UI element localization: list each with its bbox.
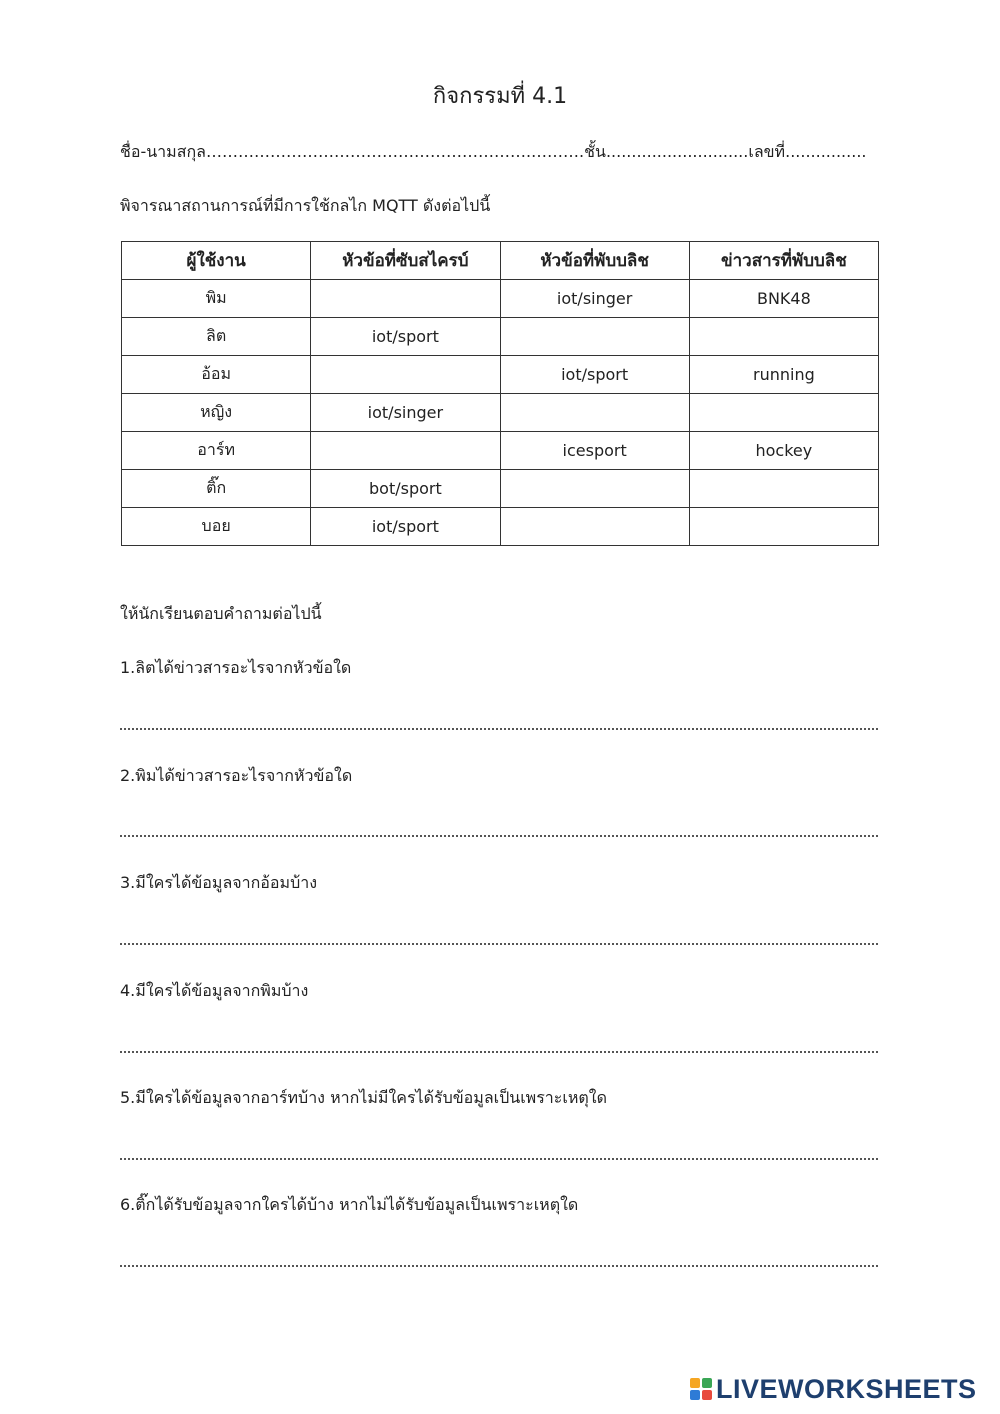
header-publish-topic: หัวข้อที่พับบลิช (500, 242, 689, 280)
cell-publish-message: hockey (689, 432, 878, 470)
cell-subscribe: iot/sport (311, 508, 500, 546)
question-6: 6.ติ๊กได้รับข้อมูลจากใครได้บ้าง หากไม่ได้รับข้อมูลเป็นเพราะเหตุใด (120, 1195, 579, 1214)
table-row (122, 356, 879, 394)
cell-user: ลิต (122, 318, 311, 356)
cell-user: ติ๊ก (122, 470, 311, 508)
header-user: ผู้ใช้งาน (122, 242, 311, 280)
cell-publish-topic: iot/sport (500, 356, 689, 394)
name-label: ชื่อ-นามสกุล (120, 142, 206, 161)
cell-subscribe: bot/sport (311, 470, 500, 508)
answer-line-6[interactable] (120, 1255, 878, 1267)
question-2: 2.พิมได้ข่าวสารอะไรจากหัวข้อใด (120, 766, 353, 785)
cell-user: อ้อม (122, 356, 311, 394)
liveworksheets-logo-icon (690, 1378, 712, 1400)
answer-line-1[interactable] (120, 718, 878, 730)
logo-square (690, 1390, 700, 1400)
logo-square (702, 1390, 712, 1400)
cell-publish-message (689, 318, 878, 356)
page-title: กิจกรรมที่ 4.1 (432, 84, 568, 109)
table-row (122, 318, 879, 356)
cell-user: หญิง (122, 394, 311, 432)
answer-line-5[interactable] (120, 1148, 878, 1160)
cell-publish-topic: icesport (500, 432, 689, 470)
cell-publish-message: running (689, 356, 878, 394)
cell-user: อาร์ท (122, 432, 311, 470)
table-row (122, 280, 879, 318)
cell-publish-topic (500, 318, 689, 356)
name-blank[interactable]: …………………………………………………….………. (205, 142, 585, 161)
cell-user: พิม (122, 280, 311, 318)
table-row (122, 394, 879, 432)
cell-user: บอย (122, 508, 311, 546)
question-1: 1.ลิตได้ข่าวสารอะไรจากหัวข้อใด (120, 658, 352, 677)
number-label: เลขที่ (748, 142, 786, 161)
student-info-line (120, 140, 880, 165)
cell-publish-topic (500, 470, 689, 508)
instruction-text: ให้นักเรียนตอบคำถามต่อไปนี้ (120, 604, 322, 623)
question-3: 3.มีใครได้ข้อมูลจากอ้อมบ้าง (120, 873, 318, 892)
answer-line-4[interactable] (120, 1041, 878, 1053)
intro-text: พิจารณาสถานการณ์ที่มีการใช้กลไก MQTT ดังต่อไปนี้ (120, 196, 491, 215)
logo-square (702, 1378, 712, 1388)
cell-subscribe (311, 280, 500, 318)
class-label: ชั้น (584, 142, 606, 161)
table-header-row (122, 242, 879, 280)
table-row (122, 470, 879, 508)
cell-publish-message (689, 508, 878, 546)
header-subscribe-topic: หัวข้อที่ซับสไครบ์ (311, 242, 500, 280)
cell-publish-topic (500, 394, 689, 432)
cell-subscribe: iot/singer (311, 394, 500, 432)
cell-publish-topic: iot/singer (500, 280, 689, 318)
answer-line-3[interactable] (120, 933, 878, 945)
cell-publish-message (689, 470, 878, 508)
logo-square (690, 1378, 700, 1388)
question-5: 5.มีใครได้ข้อมูลจากอาร์ทบ้าง หากไม่มีใครได้รับข้อมูลเป็นเพราะเหตุใด (120, 1088, 607, 1107)
liveworksheets-logo[interactable] (690, 1373, 990, 1405)
mqtt-table (121, 241, 879, 546)
table-row (122, 432, 879, 470)
table-row (122, 508, 879, 546)
question-4: 4.มีใครได้ข้อมูลจากพิมบ้าง (120, 981, 309, 1000)
logo-text: LIVEWORKSHEETS (716, 1373, 977, 1404)
number-blank[interactable]: ................ (785, 142, 867, 161)
cell-publish-message (689, 394, 878, 432)
cell-publish-message: BNK48 (689, 280, 878, 318)
cell-subscribe: iot/sport (311, 318, 500, 356)
cell-publish-topic (500, 508, 689, 546)
class-blank[interactable]: ............................ (605, 142, 749, 161)
header-publish-message: ข่าวสารที่พับบลิช (689, 242, 878, 280)
cell-subscribe (311, 356, 500, 394)
cell-subscribe (311, 432, 500, 470)
answer-line-2[interactable] (120, 825, 878, 837)
